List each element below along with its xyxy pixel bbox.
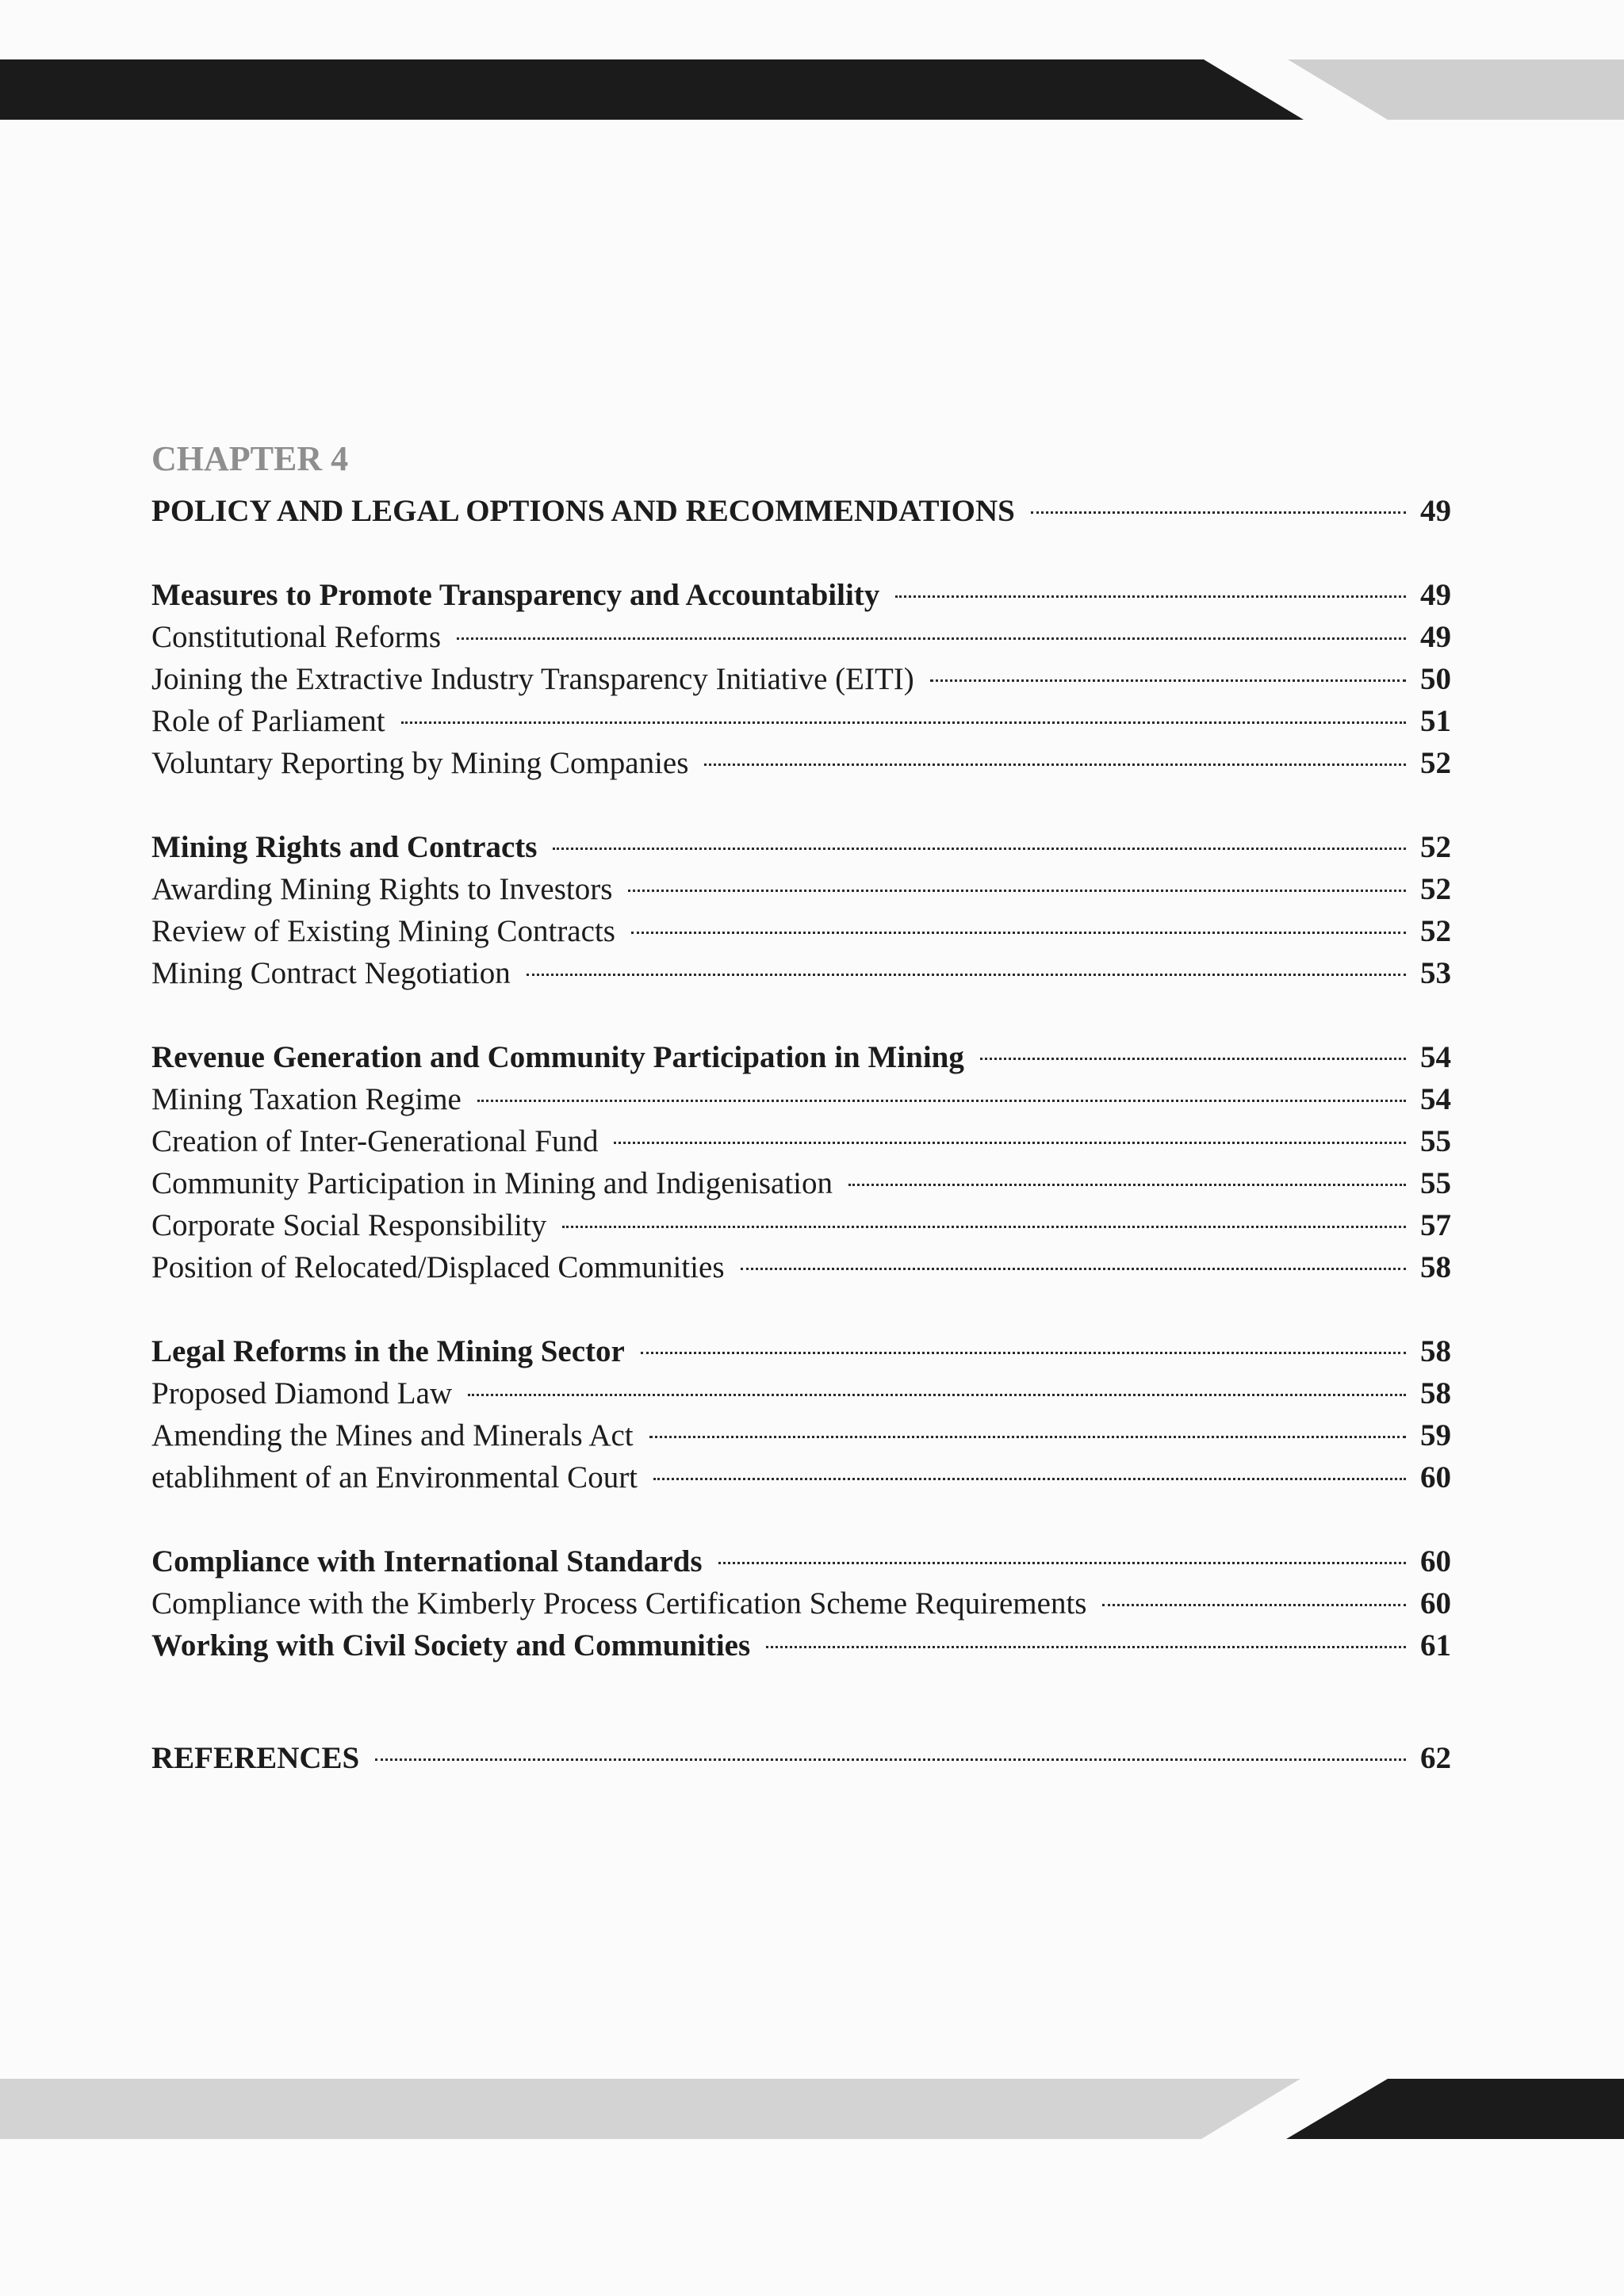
toc-list bbox=[151, 490, 1476, 1779]
toc-entry-title: Mining Rights and Contracts bbox=[151, 830, 538, 864]
dot-leader bbox=[477, 1100, 1406, 1102]
toc-entry-title: REFERENCES bbox=[151, 1741, 360, 1775]
toc-entry bbox=[151, 826, 1476, 868]
toc-entry-page: 52 bbox=[1420, 872, 1451, 906]
toc-entry-page: 49 bbox=[1420, 494, 1451, 528]
toc-entry-title: etablihment of an Environmental Court bbox=[151, 1460, 638, 1494]
toc-entry-page: 58 bbox=[1420, 1250, 1451, 1284]
toc-entry-title: Voluntary Reporting by Mining Companies bbox=[151, 746, 689, 780]
toc-entry bbox=[151, 490, 1476, 532]
toc-entry-title: Mining Contract Negotiation bbox=[151, 956, 511, 990]
toc-entry-page: 55 bbox=[1420, 1124, 1451, 1158]
dot-leader bbox=[631, 932, 1406, 934]
toc-entry-page: 58 bbox=[1420, 1376, 1451, 1410]
toc-entry bbox=[151, 1456, 1476, 1498]
toc-entry-page: 60 bbox=[1420, 1586, 1451, 1621]
toc-entry-page: 51 bbox=[1420, 704, 1451, 738]
dot-leader bbox=[375, 1758, 1406, 1761]
toc-entry bbox=[151, 700, 1476, 742]
toc-entry bbox=[151, 868, 1476, 910]
dot-leader bbox=[653, 1478, 1406, 1480]
toc-entry bbox=[151, 1120, 1476, 1162]
toc-entry-page: 54 bbox=[1420, 1082, 1451, 1116]
toc-entry bbox=[151, 1624, 1476, 1667]
dot-leader bbox=[457, 637, 1406, 640]
toc-entry-title: Community Participation in Mining and Indigenisation bbox=[151, 1166, 833, 1200]
chapter-label: CHAPTER 4 bbox=[151, 439, 349, 478]
toc-entry-page: 58 bbox=[1420, 1334, 1451, 1368]
top-decorative-band bbox=[0, 59, 1624, 120]
dot-leader bbox=[468, 1394, 1406, 1396]
toc-entry bbox=[151, 616, 1476, 658]
dot-leader bbox=[553, 848, 1406, 850]
toc-entry-title: Proposed Diamond Law bbox=[151, 1376, 453, 1410]
bottom-decorative-band bbox=[0, 2079, 1624, 2139]
toc-entry-title: Position of Relocated/Displaced Communities bbox=[151, 1250, 725, 1284]
dot-leader bbox=[980, 1058, 1406, 1060]
toc-entry bbox=[151, 1036, 1476, 1078]
toc-entry-title: Constitutional Reforms bbox=[151, 620, 442, 654]
toc-entry-title: Compliance with the Kimberly Process Certification Scheme Requirements bbox=[151, 1586, 1087, 1621]
toc-entry-page: 52 bbox=[1420, 746, 1451, 780]
toc-entry-title: Compliance with International Standards bbox=[151, 1544, 703, 1578]
toc-entry bbox=[151, 1330, 1476, 1372]
toc-entry bbox=[151, 1414, 1476, 1456]
toc-entry-page: 52 bbox=[1420, 830, 1451, 864]
toc-entry bbox=[151, 1372, 1476, 1414]
toc-entry-page: 59 bbox=[1420, 1418, 1451, 1452]
dot-leader bbox=[641, 1352, 1406, 1354]
toc-entry-page: 60 bbox=[1420, 1460, 1451, 1494]
toc-entry bbox=[151, 1204, 1476, 1246]
dot-leader bbox=[718, 1562, 1407, 1564]
toc-entry-title: Working with Civil Society and Communities bbox=[151, 1628, 751, 1663]
toc-entry-title: Review of Existing Mining Contracts bbox=[151, 914, 615, 948]
toc-entry-title: Measures to Promote Transparency and Accountability bbox=[151, 578, 880, 612]
toc-entry bbox=[151, 658, 1476, 700]
toc-entry-title: Mining Taxation Regime bbox=[151, 1082, 462, 1116]
dot-leader bbox=[527, 974, 1406, 976]
table-of-contents bbox=[151, 428, 1476, 1779]
toc-entry-title: POLICY AND LEGAL OPTIONS AND RECOMMENDATIONS bbox=[151, 494, 1015, 528]
dot-leader bbox=[628, 890, 1406, 892]
toc-entry-page: 52 bbox=[1420, 914, 1451, 948]
dot-leader bbox=[649, 1436, 1406, 1438]
dot-leader bbox=[895, 595, 1406, 598]
toc-entry-title: Revenue Generation and Community Participation in Mining bbox=[151, 1040, 964, 1074]
toc-entry bbox=[151, 1246, 1476, 1288]
dot-leader bbox=[614, 1142, 1406, 1144]
toc-entry bbox=[151, 742, 1476, 784]
toc-entry bbox=[151, 1078, 1476, 1120]
toc-entry-page: 53 bbox=[1420, 956, 1451, 990]
toc-entry-title: Amending the Mines and Minerals Act bbox=[151, 1418, 634, 1452]
dot-leader bbox=[766, 1646, 1406, 1648]
dot-leader bbox=[1102, 1604, 1406, 1606]
toc-entry-page: 57 bbox=[1420, 1208, 1451, 1242]
toc-entry-page: 49 bbox=[1420, 578, 1451, 612]
toc-entry-page: 61 bbox=[1420, 1628, 1451, 1663]
toc-entry-title: Role of Parliament bbox=[151, 704, 385, 738]
toc-entry-title: Awarding Mining Rights to Investors bbox=[151, 872, 613, 906]
toc-entry-page: 62 bbox=[1420, 1741, 1451, 1775]
dot-leader bbox=[562, 1226, 1406, 1228]
toc-entry-page: 60 bbox=[1420, 1544, 1451, 1578]
dot-leader bbox=[1031, 511, 1406, 514]
toc-entry-title: Joining the Extractive Industry Transparency Initiative (EITI) bbox=[151, 662, 914, 696]
dot-leader bbox=[848, 1184, 1406, 1186]
dot-leader bbox=[930, 679, 1406, 682]
toc-entry bbox=[151, 1162, 1476, 1204]
toc-entry-page: 50 bbox=[1420, 662, 1451, 696]
toc-entry-page: 55 bbox=[1420, 1166, 1451, 1200]
toc-entry bbox=[151, 952, 1476, 994]
dot-leader bbox=[741, 1268, 1407, 1270]
toc-entry-title: Creation of Inter-Generational Fund bbox=[151, 1124, 599, 1158]
toc-entry bbox=[151, 1540, 1476, 1582]
dot-leader bbox=[401, 721, 1406, 724]
toc-entry bbox=[151, 910, 1476, 952]
toc-entry bbox=[151, 574, 1476, 616]
dot-leader bbox=[704, 763, 1406, 766]
toc-entry-page: 49 bbox=[1420, 620, 1451, 654]
toc-entry-page: 54 bbox=[1420, 1040, 1451, 1074]
toc-entry bbox=[151, 1737, 1476, 1779]
toc-entry-title: Corporate Social Responsibility bbox=[151, 1208, 547, 1242]
toc-entry bbox=[151, 1582, 1476, 1624]
toc-entry-title: Legal Reforms in the Mining Sector bbox=[151, 1334, 625, 1368]
